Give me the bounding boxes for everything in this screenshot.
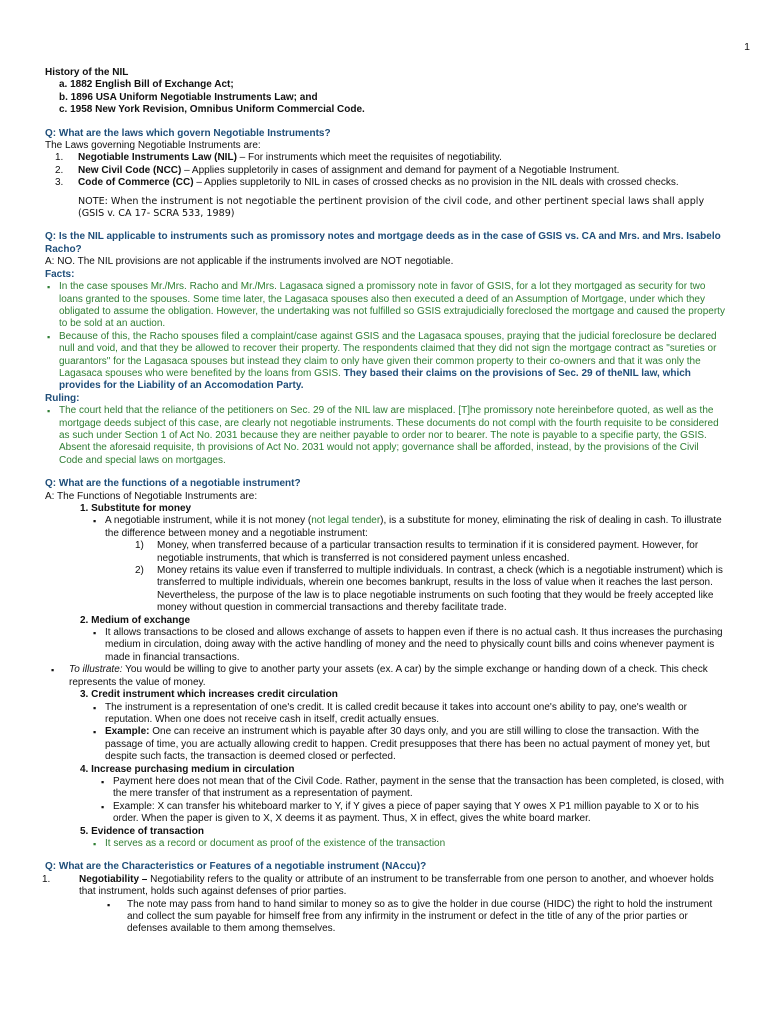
list-term: Negotiable Instruments Law (NIL) — [78, 152, 237, 164]
function-title: 3. Credit instrument which increases credit circulation — [80, 689, 338, 701]
ruling-bullet: ▪ The court held that the reliance of the petitioners on Sec. 29 of the NIL law are misplaced. [T]he promissory note hereinbefore quoted, as well as the mortgage deeds subject of this case, are clearly not negotiable instruments. These documents do not compl with the fourth requisite to be considered as such under Section 1 of Act No. 2031 because they are neither payable to order nor to bearer. The note is payable to a specifie party, the GSIS. Absent the aforesaid requisite, th provisions of Act No. 2031 would not apply; governance shall be afforded, instead, by the provisions of the Civil Code and special laws on mortgages. — [45, 405, 725, 467]
sub-number: 1) — [135, 540, 144, 552]
list-number: 3. — [55, 177, 64, 189]
example-text: One can receive an instrument which is payable after 30 days only, and you are still willing to close the transaction. With the passage of time, you are actually allowing credit to happen. Credit presupposes that there has been no actual payment of money yet, but despite such facts, the transaction is deemed closed or perfected. — [105, 726, 710, 763]
list-text: – Applies suppletorily in cases of assignment and demand for payment of a Negotiable Instrument. — [181, 164, 620, 176]
facts-text: Because of this, the Racho spouses filed a complaint/case against GSIS and the Lagasaca spouses, praying that the judicial foreclosure be declared null and void, and that they be allowed to recover their property. The respondents claimed that they did not sign the mortgage contract as "sureties or guarantors" for the Lagasaca spouses but instead they claim to only have given their common property to their co-owners and that it was only the Lagasaca spouses who were benefited by the loans from GSIS. — [59, 330, 717, 379]
function-bullet — [91, 726, 725, 763]
function-bullet: ▪ Example: X can transfer his whiteboard marker to Y, if Y gives a piece of paper saying that Y owes X P1 million payable to X or to his order. When the paper is given to X, X deems it as payment. Thus, X in effect, gives the white board marker. — [99, 801, 725, 826]
ruling-label: Ruling: — [45, 392, 80, 404]
function-bullet: ▪ The instrument is a representation of one's credit. It is called credit because it takes into account one's ability to pay, one's wealth or reputation. When one does not receive cash in itself, credit actually ensues. — [91, 702, 725, 727]
list-term: New Civil Code (NCC) — [78, 164, 182, 176]
list-text: Negotiability refers to the quality or attribute of an instrument to be transferrable from one person to another, and whoever holds that instrument, holds such against defenses of prior parties. — [79, 873, 714, 898]
function-title: 5. Evidence of transaction — [80, 825, 204, 837]
note: NOTE: When the instrument is not negotiable the pertinent provision of the civil code, and other pertinent special laws shall apply (GSIS v. CA 17- SCRA 533, 1989) — [78, 195, 705, 220]
illustrate-bullet — [49, 664, 725, 689]
list-item — [45, 165, 725, 177]
example-label: Example: — [105, 726, 150, 738]
list-term: Code of Commerce (CC) — [78, 177, 194, 189]
list-number: 1. — [42, 873, 51, 885]
list-term: Negotiability – — [79, 873, 148, 885]
sub-item — [135, 540, 725, 565]
question-heading: Q: What are the laws which govern Negotiable Instruments? — [45, 127, 331, 139]
facts-label: Facts: — [45, 268, 75, 280]
function-bullet — [91, 515, 725, 540]
function-bullet: ▪ It allows transactions to be closed and allows exchange of assets to happen even if there is no actual cash. It thus increases the purchasing medium in circulation, doing away with the active handling of money and the need to physically count bills and coins whenever payment is made in financial transactions. — [91, 627, 725, 664]
sub-text: Money, when transferred because of a particular transaction results to termination if it is considered payment. However, for negotiable instruments, that which is transferred is not considered payment unless encashed. — [157, 540, 699, 564]
bullet-text: A negotiable instrument, while it is not money ( — [105, 515, 312, 527]
facts-bullet — [45, 331, 725, 393]
list-text: – Applies suppletorily to NIL in cases of crossed checks as no provision in the NIL deals with crossed checks. — [193, 177, 679, 189]
facts-bold-text: They based their claims on the provisions of Sec. 29 of theNIL law, which provides for the Liability of an Accomodation Party. — [59, 367, 691, 392]
history-item: c. 1958 New York Revision, Omnibus Uniform Commercial Code. — [59, 104, 365, 116]
bullet-text: ), is a substitute for money, eliminating the risk of dealing in cash. To illustrate the difference between money and a negotiable instrument: — [105, 515, 722, 539]
function-bullet: ▪ Payment here does not mean that of the Civil Code. Rather, payment in the sense that the transaction has been completed, is closed, with the mere transfer of that instrument as a representation of payment. — [99, 776, 725, 801]
list-number: 2. — [55, 164, 64, 176]
answer-intro: The Laws governing Negotiable Instruments are: — [45, 140, 261, 152]
illustrate-label: To illustrate: — [69, 664, 123, 676]
sub-text: Money retains its value even if transferred to multiple individuals. In contrast, a check (which is a negotiable instrument) which is transferred to multiple individuals, wherein one becomes bankrupt, results in the loss of value when it reaches the last person. Nevertheless, the purpose of the law is to place negotiable instruments on such footing that they would be freely accepted like money without question in commercial transactions and thereby facilitate trade. — [157, 565, 723, 614]
history-item: a. 1882 English Bill of Exchange Act; — [59, 79, 234, 91]
illustrate-text: You would be willing to give to another party your assets (ex. A car) by the simple exchange or handing down of a check. This check represents the value of money. — [69, 664, 708, 688]
document-body — [42, 67, 725, 936]
sub-number: 2) — [135, 565, 144, 577]
list-item — [45, 177, 725, 189]
list-bullet: ▪ The note may pass from hand to hand similar to money so as to give the holder in due course (HIDC) the right to hold the instrument and collect the sum payable for himself free from any infirmity in the instrument or defect in the title of any of the prior parties or defenses available to them among themselves. — [105, 899, 725, 936]
question-heading: Q: What are the functions of a negotiable instrument? — [45, 478, 301, 490]
question-heading: Q: What are the Characteristics or Features of a negotiable instrument (NAccu)? — [45, 861, 427, 873]
function-bullet: ▪ It serves as a record or document as proof of the existence of the transaction — [91, 838, 725, 850]
bullet-highlight: not legal tender — [311, 515, 381, 527]
list-item — [42, 873, 725, 899]
function-title: 2. Medium of exchange — [80, 614, 191, 626]
list-number: 1. — [55, 152, 64, 164]
page-number: 1 — [744, 41, 750, 53]
list-item — [45, 152, 725, 164]
history-item: b. 1896 USA Uniform Negotiable Instruments Law; and — [59, 91, 318, 103]
answer-text: A: NO. The NIL provisions are not applicable if the instruments involved are NOT negotiable. — [45, 256, 454, 268]
sub-item — [135, 565, 725, 615]
history-title: History of the NIL — [45, 67, 129, 78]
function-title: 4. Increase purchasing medium in circulation — [80, 763, 295, 775]
question-heading: Q: Is the NIL applicable to instruments such as promissory notes and mortgage deeds as in the case of GSIS vs. CA and Mrs. and Mrs. Isabelo Racho? — [45, 231, 721, 255]
answer-intro: A: The Functions of Negotiable Instruments are: — [45, 490, 258, 502]
list-text: – For instruments which meet the requisites of negotiability. — [236, 152, 502, 164]
facts-bullet: ▪ In the case spouses Mr./Mrs. Racho and Mr./Mrs. Lagasaca signed a promissory note in favor of GSIS, for a lot they mortgaged as security for two loans granted to the spouses. Some time later, the Lagasaca spouses also then executed a deed of an Assumption of Mortgage, under which they obligated to assume the obligation. However, the undertaking was not fulfilled so GSIS extrajudicially foreclosed the mortgage and caused the property to be sold at an auction. — [45, 281, 725, 331]
function-title: 1. Substitute for money — [80, 503, 192, 514]
